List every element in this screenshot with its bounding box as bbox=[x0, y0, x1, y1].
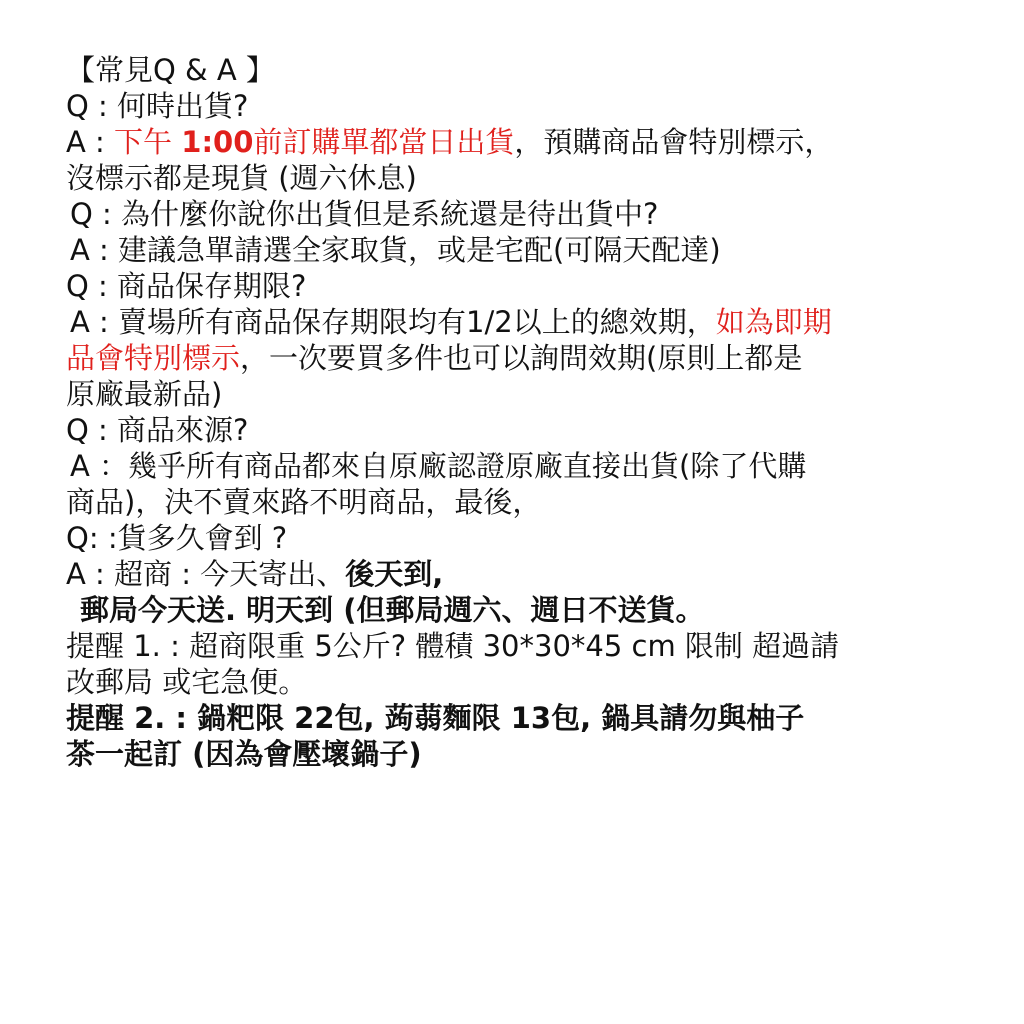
answer-delivery-post-office: 郵局今天送. 明天到 (但郵局週六、週日不送貨。 bbox=[80, 593, 705, 627]
faq-document bbox=[66, 52, 966, 772]
question-product-source: Q : 商品來源? bbox=[66, 413, 249, 447]
highlight-special-mark: 品會特別標示 bbox=[66, 341, 241, 375]
faq-heading: 【常見Q & A 】 bbox=[66, 53, 275, 87]
question-system-status: Q : 為什麼你說你出貨但是系統還是待出貨中? bbox=[70, 197, 659, 231]
question-shipping-time: Q : 何時出貨? bbox=[66, 89, 249, 123]
answer-delivery-prefix: A : 超商 : 今天寄出、 bbox=[66, 557, 346, 591]
answer-shelf-life bbox=[66, 304, 966, 340]
answer-shelf-life-line2-rest: ，一次要買多件也可以詢問效期(原則上都是 bbox=[240, 341, 803, 375]
reminder-1-line2: 改郵局 或宅急便。 bbox=[66, 665, 308, 699]
reminder-2: 提醒 2. : 鍋粑限 22包, 蒟蒻麵限 13包, 鍋具請勿與柚子 bbox=[66, 701, 805, 735]
answer-product-source-line2: 商品)，決不賣來路不明商品，最後， bbox=[66, 485, 542, 519]
question-shelf-life: Q : 商品保存期限? bbox=[66, 269, 307, 303]
question-delivery-time: Q: :貨多久會到 ? bbox=[66, 521, 288, 555]
answer-delivery-time bbox=[66, 556, 966, 592]
answer-product-source: A ：幾乎所有商品都來自原廠認證原廠直接出貨(除了代購 bbox=[70, 449, 807, 483]
reminder-2-line2: 茶一起訂 (因為會壓壞鍋子) bbox=[66, 737, 422, 771]
answer-shipping-time-line2: 沒標示都是現貨 (週六休息) bbox=[66, 161, 417, 195]
answer-shelf-life-line3: 原廠最新品) bbox=[66, 377, 223, 411]
reminder-1: 提醒 1. : 超商限重 5公斤? 體積 30*30*45 cm 限制 超過請 bbox=[66, 629, 840, 663]
highlight-afternoon: 下午 bbox=[114, 125, 182, 159]
answer-system-status: A : 建議急單請選全家取貨，或是宅配(可隔天配達) bbox=[70, 233, 721, 267]
answer-shelf-life-line2 bbox=[66, 340, 966, 376]
highlight-time: 1:00 bbox=[181, 125, 254, 159]
answer-delivery-bold: 後天到, bbox=[345, 557, 444, 591]
answer-shelf-life-text: A : 賣場所有商品保存期限均有1/2以上的總效期， bbox=[70, 305, 716, 339]
highlight-same-day: 前訂購單都當日出貨 bbox=[253, 125, 515, 159]
answer-prefix: A : bbox=[66, 125, 115, 159]
answer-rest: ，預購商品會特別標示， bbox=[514, 125, 834, 159]
answer-shipping-time bbox=[66, 124, 966, 160]
highlight-near-expiry: 如為即期 bbox=[715, 305, 832, 339]
